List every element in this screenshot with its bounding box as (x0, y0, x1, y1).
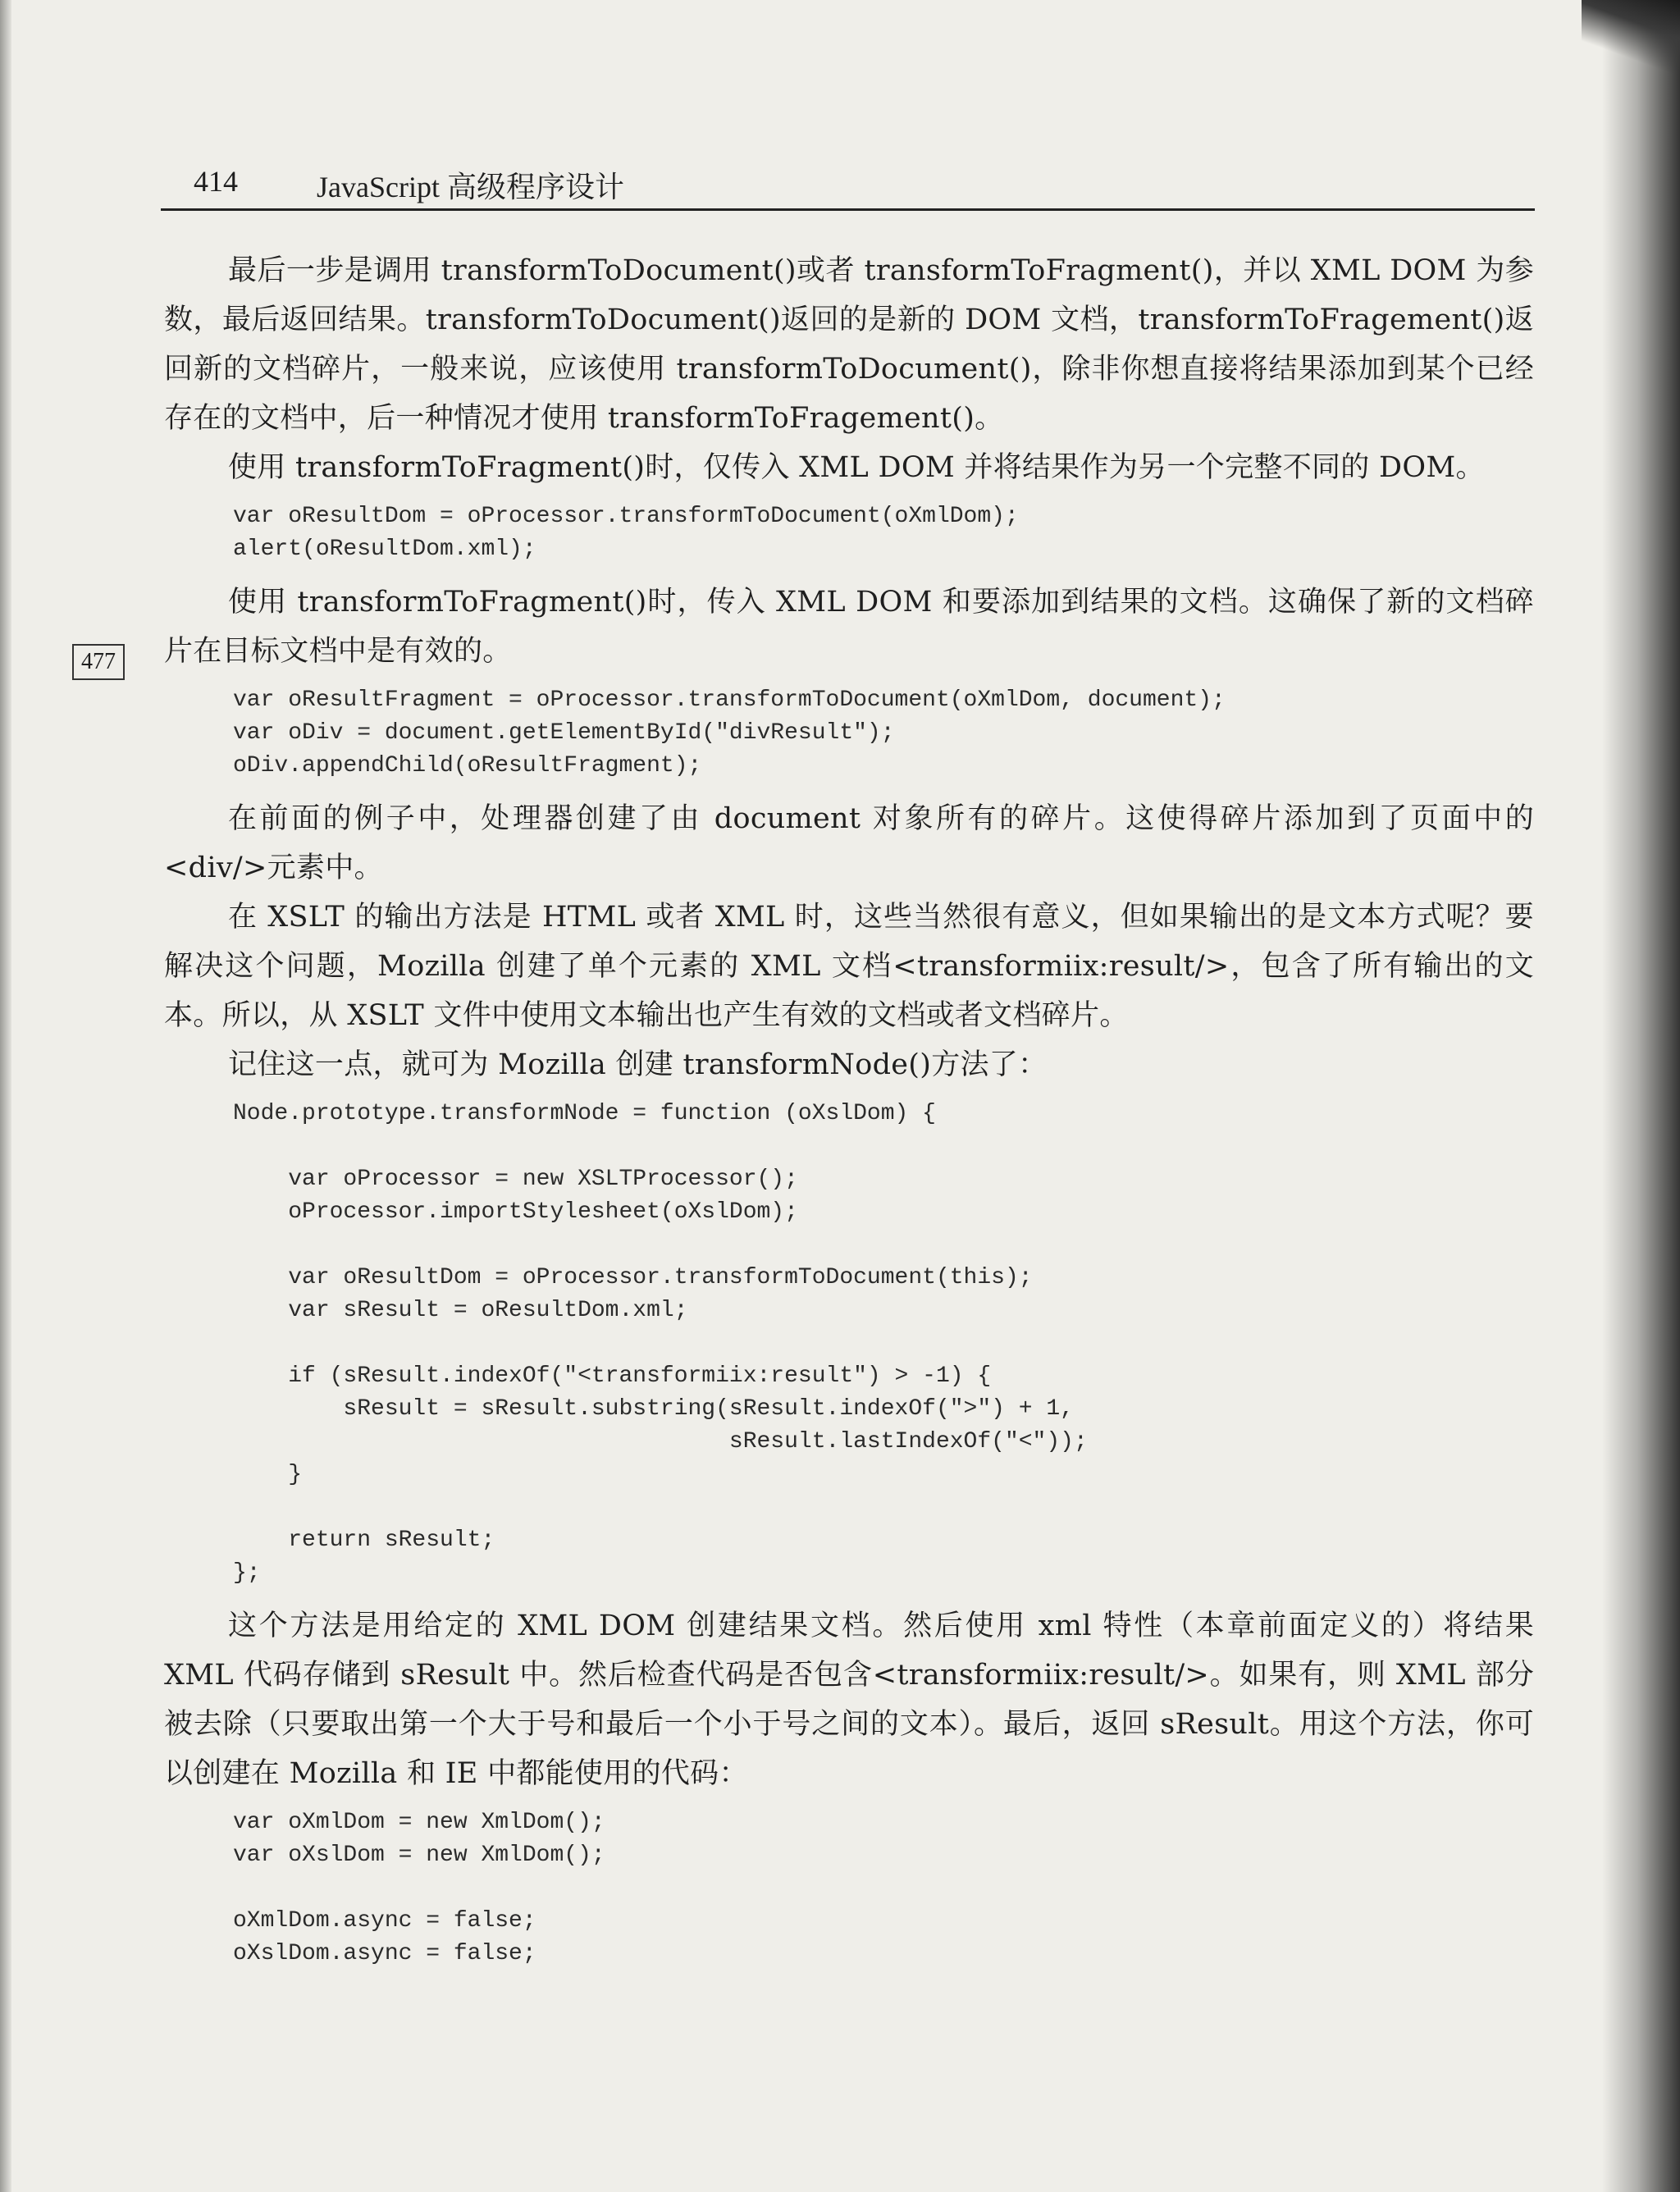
page-left-edge (0, 0, 11, 2192)
page-number: 414 (194, 165, 238, 198)
page-header (161, 164, 1535, 210)
page-gutter-shadow (1602, 0, 1680, 2192)
page-body (164, 246, 1534, 1982)
margin-page-number: 477 (72, 644, 125, 680)
page-corner-fold (1582, 0, 1680, 74)
running-title: JavaScript 高级程序设计 (317, 171, 624, 203)
code-block: Node.prototype.transformNode = function (oXslDom) { var oProcessor = new XSLTProcessor(); oProcessor.importStylesheet(oXslDom); var oResultDom = oProcessor.transformToDocument(this); var sResult = oResultDom.xml; if (sResult.indexOf("<transformiix:result") > -1) { sResult = sResult.substring(sResult.indexOf(">") + 1, sResult.lastIndexOf("<")); } return sResult; }; (233, 1101, 1088, 1586)
paragraph: 在 XSLT 的输出方法是 HTML 或者 XML 时，这些当然很有意义，但如果输出的是文本方式呢？要解决这个问题，Mozilla 创建了单个元素的 XML 文档<transformiix:result/>，包含了所有输出的文本。所以，从 XSLT 文件中使用文本输出也产生有效的文档或者文档碎片。 (164, 901, 1534, 1032)
code-block: var oResultDom = oProcessor.transformToDocument(oXmlDom); alert(oResultDom.xml); (233, 504, 1019, 562)
paragraph: 使用 transformToFragment()时，传入 XML DOM 和要添加到结果的文档。这确保了新的文档碎片在目标文档中是有效的。 (164, 586, 1534, 668)
code-block: var oResultFragment = oProcessor.transformToDocument(oXmlDom, document); var oDiv = document.getElementById("divResult"); oDiv.appendChild(oResultFragment); (233, 687, 1226, 779)
paragraph: 在前面的例子中，处理器创建了由 document 对象所有的碎片。这使得碎片添加到了页面中的<div/>元素中。 (164, 802, 1534, 884)
header-rule (161, 208, 1535, 211)
paragraph: 最后一步是调用 transformToDocument()或者 transformToFragment()，并以 XML DOM 为参数，最后返回结果。transformToDocument()返回的是新的 DOM 文档，transformToFragement()返回新的文档碎片，一般来说，应该使用 transformToDocument()，除非你想直接将结果添加到某个已经存在的文档中，后一种情况才使用 transformToFragement()。 (164, 254, 1534, 435)
paragraph: 记住这一点，就可为 Mozilla 创建 transformNode()方法了： (228, 1048, 1048, 1081)
paragraph: 使用 transformToFragment()时，仅传入 XML DOM 并将结果作为另一个完整不同的 DOM。 (228, 451, 1485, 484)
code-block: var oXmlDom = new XmlDom(); var oXslDom = new XmlDom(); oXmlDom.async = false; oXslDom.async = false; (233, 1810, 605, 1966)
paragraph: 这个方法是用给定的 XML DOM 创建结果文档。然后使用 xml 特性（本章前面定义的）将结果 XML 代码存储到 sResult 中。然后检查代码是否包含<transformiix:result/>。如果有，则 XML 部分被去除（只要取出第一个大于号和最后一个小于号之间的文本）。最后，返回 sResult。用这个方法，你可以创建在 Mozilla 和 IE 中都能使用的代码： (164, 1610, 1534, 1790)
